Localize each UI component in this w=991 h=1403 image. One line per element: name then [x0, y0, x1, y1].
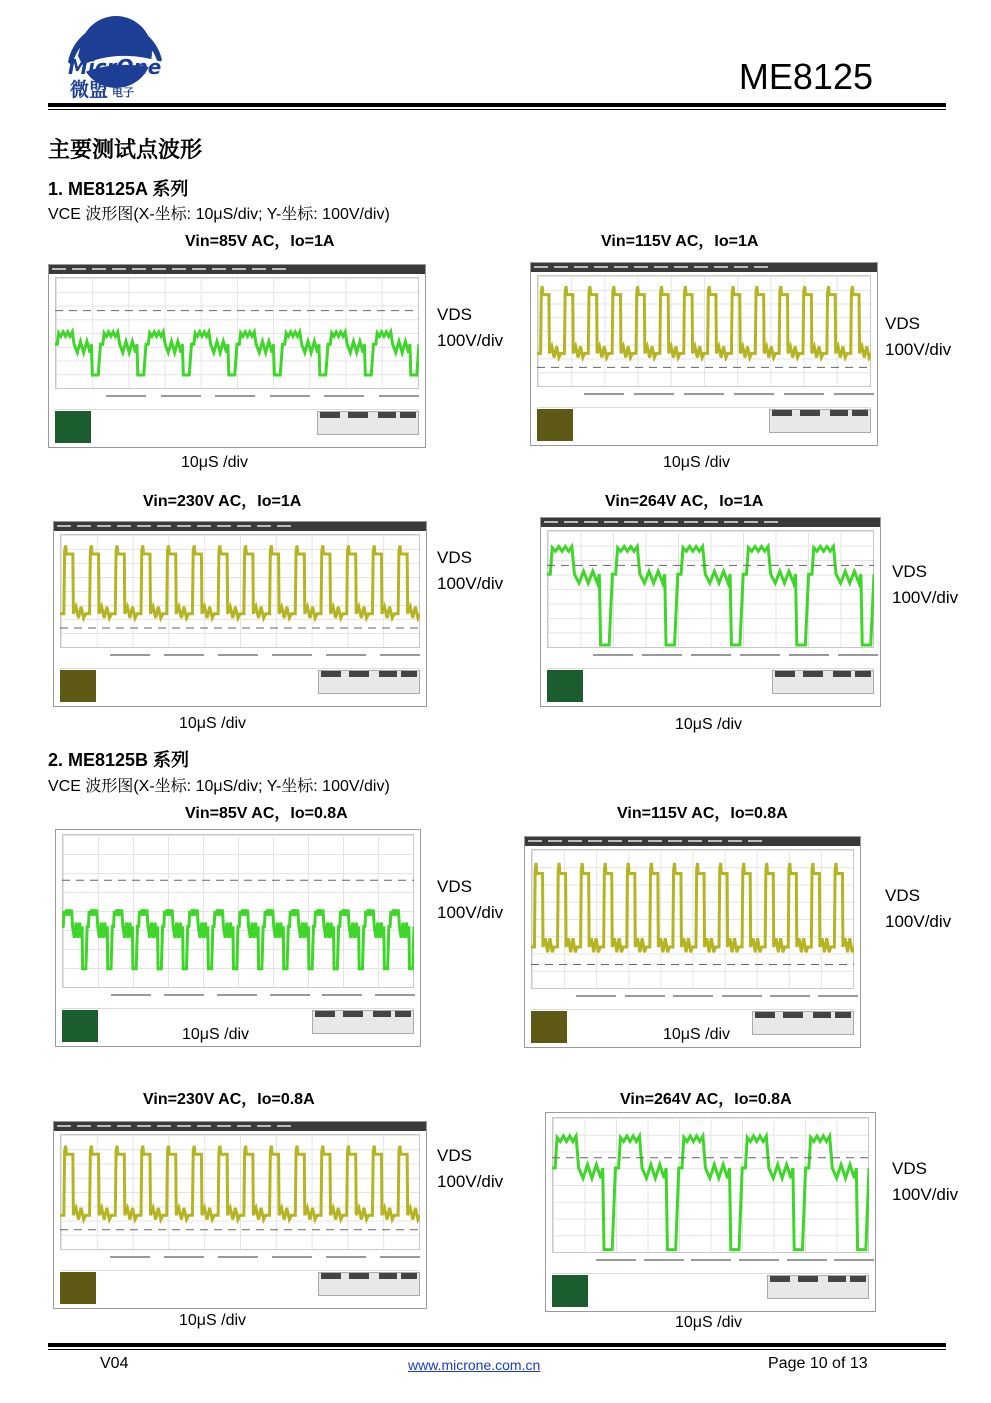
oscilloscope-screenshot [53, 1121, 427, 1309]
x-axis-scale: 10μS /div [181, 454, 249, 471]
scope-menu-bar [541, 518, 880, 527]
timebase-info-box [772, 670, 874, 694]
scope-measurement-panel [55, 391, 419, 445]
page-number: Page 10 of 13 [768, 1355, 868, 1372]
y-axis-label: VDS 100V/div [892, 562, 959, 607]
scope-measurement-panel [537, 389, 871, 443]
scope-waveform [537, 275, 871, 387]
channel-info-box [55, 411, 91, 443]
plot-condition: Vin=85V AC，Io=0.8A [185, 805, 348, 822]
channel-info-box [60, 1272, 96, 1304]
footer-rule-thin [48, 1349, 946, 1350]
part-number: ME8125 [738, 56, 873, 97]
scope-waveform [60, 534, 420, 648]
scope-measurement-panel [60, 1252, 420, 1306]
waveform-trace [60, 545, 420, 618]
y-axis-label: VDS 100V/div [437, 548, 504, 593]
waveform-trace [531, 863, 854, 952]
scope-menu-bar [49, 265, 425, 274]
series-b-description: VCE 波形图(X-坐标: 10μS/div; Y-坐标: 100V/div) [48, 778, 390, 795]
x-axis-scale: 10μS /div [663, 1026, 731, 1043]
x-axis-scale: 10μS /div [179, 715, 247, 732]
plot-condition: Vin=115V AC，Io=1A [601, 233, 759, 250]
section-title: 主要测试点波形 [48, 138, 203, 163]
series-a-title: 1. ME8125A 系列 [48, 179, 189, 199]
document-version: V04 [100, 1355, 129, 1372]
company-logo [62, 12, 172, 100]
waveform-trace [60, 1146, 420, 1220]
x-axis-scale: 10μS /div [675, 716, 743, 733]
header-rule [48, 103, 946, 107]
svg-text:电子: 电子 [112, 86, 134, 99]
oscilloscope-screenshot [545, 1112, 876, 1312]
y-axis-label: VDS 100V/div [437, 305, 504, 350]
scope-measurement-panel [552, 1255, 869, 1309]
timebase-info-box [318, 1272, 420, 1296]
scope-waveform [552, 1117, 869, 1253]
scope-menu-bar [54, 1122, 426, 1131]
scope-waveform [60, 1134, 420, 1250]
timebase-info-box [769, 409, 871, 433]
logo-globe-icon [62, 12, 172, 100]
x-axis-scale: 10μS /div [663, 454, 731, 471]
scope-menu-bar [525, 837, 860, 846]
oscilloscope-screenshot [48, 264, 426, 448]
oscilloscope-screenshot [53, 521, 427, 707]
scope-menu-bar [54, 522, 426, 531]
channel-info-box [537, 409, 573, 441]
website-link[interactable]: www.microne.com.cn [408, 1357, 541, 1373]
footer-rule [48, 1343, 946, 1347]
waveform-trace [552, 1136, 869, 1250]
oscilloscope-screenshot [530, 262, 878, 446]
timebase-info-box [318, 670, 420, 694]
svg-text:MicrOne: MicrOne [68, 55, 162, 79]
y-axis-label: VDS 100V/div [885, 886, 952, 931]
timebase-info-box [312, 1010, 414, 1034]
timebase-info-box [767, 1275, 869, 1299]
scope-menu-bar [531, 263, 877, 272]
scope-measurement-panel [60, 650, 420, 704]
x-axis-scale: 10μS /div [182, 1026, 250, 1043]
y-axis-label: VDS 100V/div [892, 1159, 959, 1204]
scope-waveform [547, 530, 874, 648]
plot-condition: Vin=115V AC，Io=0.8A [617, 805, 788, 822]
scope-waveform [55, 277, 419, 389]
plot-condition: Vin=264V AC，Io=0.8A [620, 1091, 792, 1108]
series-a-description: VCE 波形图(X-坐标: 10μS/div; Y-坐标: 100V/div) [48, 206, 390, 223]
scope-measurement-panel [547, 650, 874, 704]
x-axis-scale: 10μS /div [179, 1312, 247, 1329]
oscilloscope-screenshot [55, 829, 421, 1047]
y-axis-label: VDS 100V/div [885, 314, 952, 359]
oscilloscope-screenshot [540, 517, 881, 707]
waveform-trace [62, 909, 414, 968]
channel-info-box [62, 1010, 98, 1042]
waveform-trace [547, 547, 874, 646]
plot-condition: Vin=230V AC，Io=1A [143, 493, 302, 510]
series-b-title: 2. ME8125B 系列 [48, 750, 190, 770]
scope-waveform [62, 834, 414, 988]
plot-condition: Vin=264V AC，Io=1A [605, 493, 764, 510]
plot-condition: Vin=85V AC，Io=1A [185, 233, 335, 250]
oscilloscope-screenshot [524, 836, 861, 1048]
svg-text:微盟: 微盟 [70, 79, 109, 100]
waveform-trace [537, 286, 871, 357]
header-rule-thin [48, 109, 946, 110]
channel-info-box [531, 1011, 567, 1043]
y-axis-label: VDS 100V/div [437, 877, 504, 922]
channel-info-box [547, 670, 583, 702]
x-axis-scale: 10μS /div [675, 1314, 743, 1331]
channel-info-box [60, 670, 96, 702]
channel-info-box [552, 1275, 588, 1307]
y-axis-label: VDS 100V/div [437, 1146, 504, 1191]
timebase-info-box [752, 1011, 854, 1035]
plot-condition: Vin=230V AC，Io=0.8A [143, 1091, 315, 1108]
scope-waveform [531, 849, 854, 989]
timebase-info-box [317, 411, 419, 435]
waveform-trace [55, 332, 419, 375]
